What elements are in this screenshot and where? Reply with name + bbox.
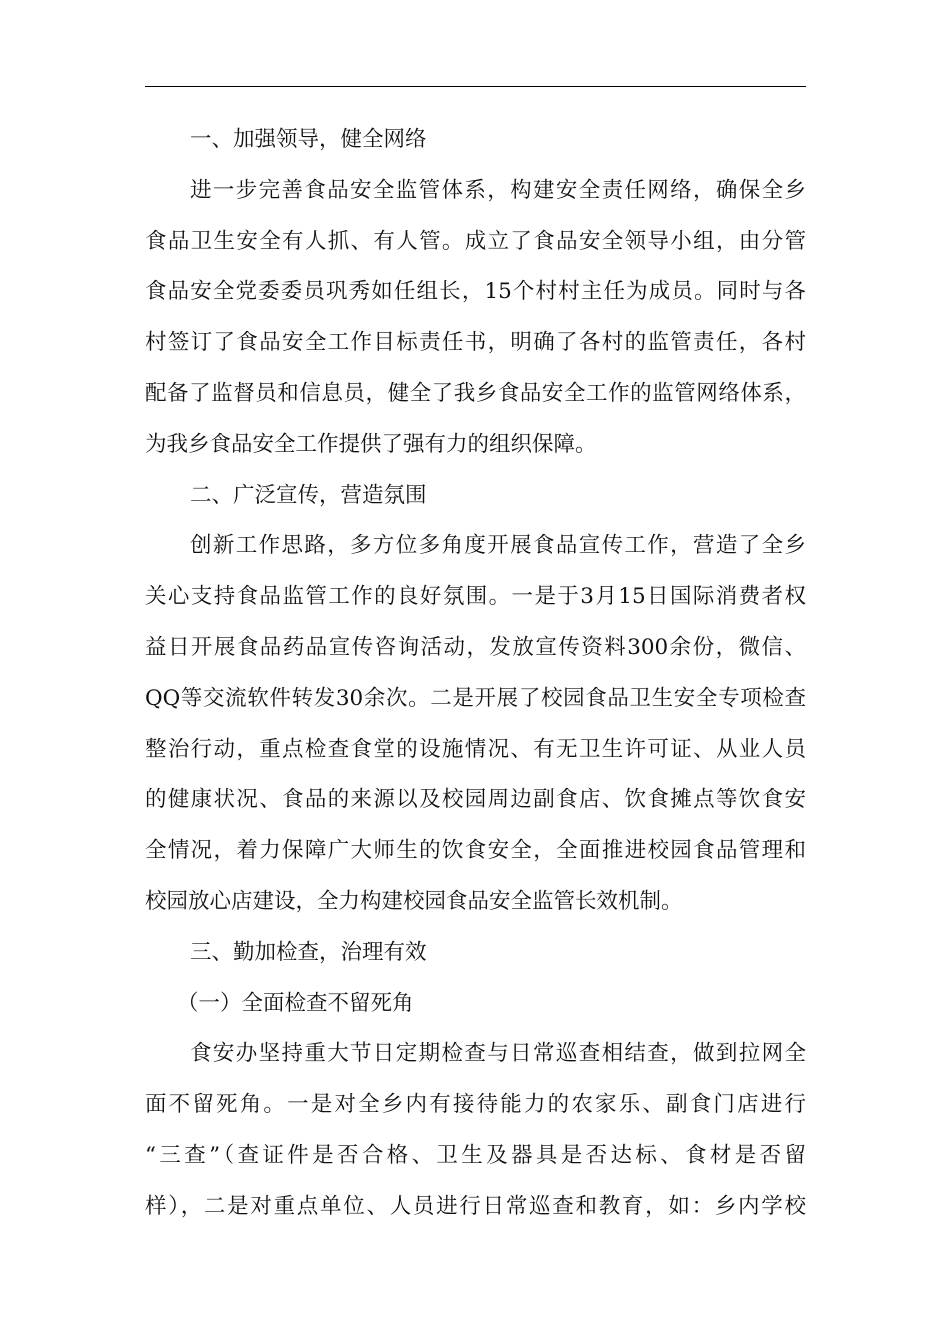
- paragraph-line: 面不留死角。一是对全乡内有接待能力的农家乐、副食门店进行: [145, 1092, 806, 1118]
- paragraph-line: 的健康状况、食品的来源以及校园周边副食店、饮食摊点等饮食安: [145, 787, 806, 813]
- paragraph-line: 关心支持食品监管工作的良好氛围。一是于3月15日国际消费者权: [145, 584, 806, 610]
- paragraph-line: 样），二是对重点单位、人员进行日常巡查和教育，如：乡内学校: [145, 1193, 806, 1219]
- paragraph-line: QQ等交流软件转发30余次。二是开展了校园食品卫生安全专项检查: [145, 685, 806, 711]
- paragraph-line: 村签订了食品安全工作目标责任书，明确了各村的监管责任，各村: [145, 330, 806, 356]
- paragraph-line: 益日开展食品药品宣传咨询活动，发放宣传资料300余份，微信、: [145, 634, 806, 660]
- document-body: [145, 115, 806, 1233]
- paragraph-line: 配备了监督员和信息员，健全了我乡食品安全工作的监管网络体系，: [145, 380, 806, 406]
- section-heading: 二、广泛宣传，营造氛围: [190, 482, 427, 508]
- section-heading: 三、勤加检查，治理有效: [190, 939, 427, 965]
- paragraph-line: 食安办坚持重大节日定期检查与日常巡查相结查，做到拉网全: [190, 1041, 806, 1067]
- section-heading: （一）全面检查不留死角: [177, 990, 414, 1016]
- paragraph-line: 为我乡食品安全工作提供了强有力的组织保障。: [145, 431, 597, 457]
- header-rule: [145, 86, 806, 87]
- paragraph-line: 整治行动，重点检查食堂的设施情况、有无卫生许可证、从业人员: [145, 736, 806, 762]
- paragraph-line: 创新工作思路，多方位多角度开展食品宣传工作，营造了全乡: [190, 533, 806, 559]
- paragraph-line: 进一步完善食品安全监管体系，构建安全责任网络，确保全乡: [190, 177, 806, 203]
- paragraph-line: 校园放心店建设，全力构建校园食品安全监管长效机制。: [145, 888, 683, 914]
- section-heading: 一、加强领导，健全网络: [190, 127, 427, 152]
- paragraph-line: 食品卫生安全有人抓、有人管。成立了食品安全领导小组，由分管: [145, 228, 806, 254]
- paragraph-line: “三查”（查证件是否合格、卫生及器具是否达标、食材是否留: [145, 1142, 806, 1168]
- paragraph-line: 食品安全党委委员巩秀如任组长，15个村村主任为成员。同时与各: [145, 279, 806, 305]
- paragraph-line: 全情况，着力保障广大师生的饮食安全，全面推进校园食品管理和: [145, 838, 806, 864]
